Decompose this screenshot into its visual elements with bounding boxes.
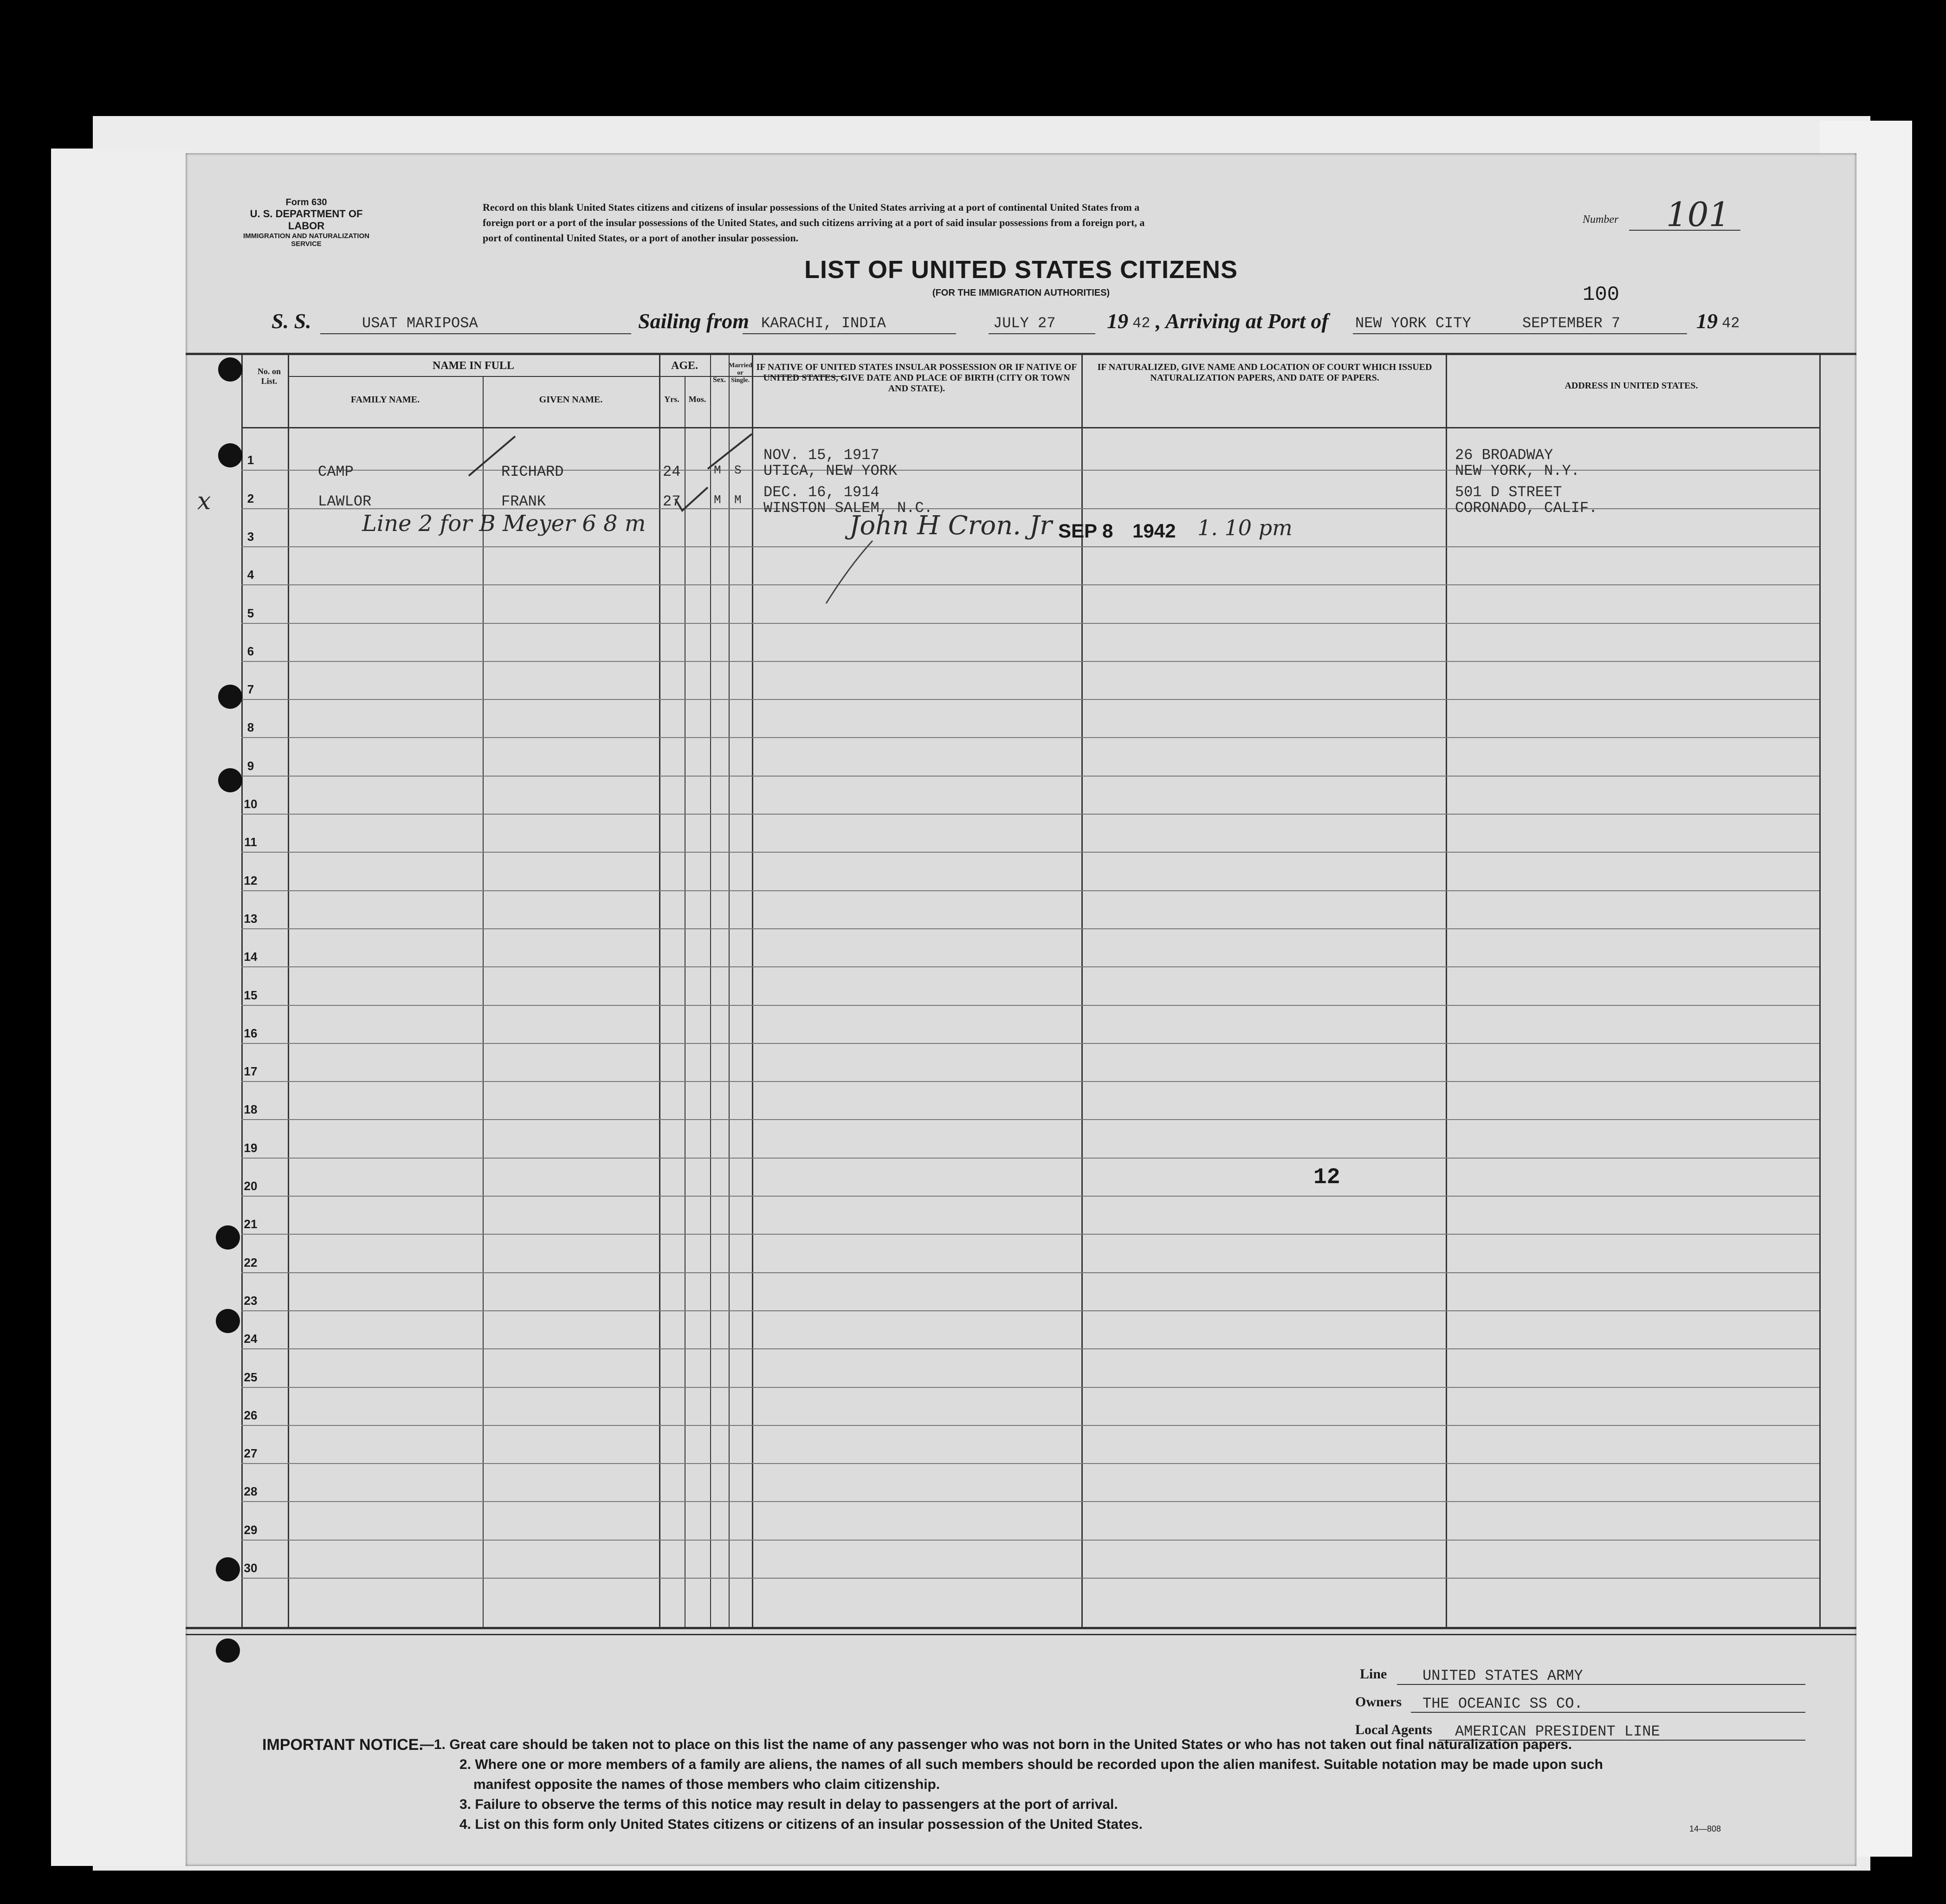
page-title: LIST OF UNITED STATES CITIZENS — [804, 256, 1238, 284]
signature-stroke-icon — [821, 538, 877, 608]
row-line — [241, 852, 1819, 853]
notice-item-1: —1. Great care should be taken not to place on this list the name of any passenger who was not born in the United States or who has not taken out final naturalization papers. — [420, 1737, 1572, 1752]
check-mark-icon — [464, 432, 520, 483]
row-line — [241, 776, 1819, 777]
row-line — [241, 814, 1819, 815]
arrival-port: NEW YORK CITY — [1355, 315, 1471, 332]
punch-hole-icon — [218, 443, 242, 467]
row-line — [241, 661, 1819, 662]
row-number: 25 — [244, 1370, 258, 1384]
agents-value: AMERICAN PRESIDENT LINE — [1455, 1723, 1660, 1740]
row-number: 4 — [247, 568, 254, 582]
entry-2-family: LAWLOR — [318, 493, 372, 510]
instruction-line-2: foreign port or a port of the insular possessions of the United States, and such citizens arriving at a port of said insular possessions from a foreign port, a — [483, 217, 1145, 228]
entry-2-sex: M — [714, 493, 721, 507]
page-mark: 12 — [1313, 1165, 1340, 1190]
col-header-age: AGE. — [671, 360, 698, 372]
line-value: UNITED STATES ARMY — [1422, 1667, 1583, 1684]
row-line — [241, 1196, 1819, 1197]
row-number: 15 — [244, 988, 258, 1002]
agents-label: Local Agents — [1355, 1722, 1432, 1737]
row-number: 7 — [247, 682, 254, 697]
row-number: 20 — [244, 1179, 258, 1193]
number-label: Number — [1583, 214, 1619, 226]
ss-label: S. S. — [272, 309, 311, 333]
notice-item-2: 2. Where one or more members of a family are aliens, the names of all such members should be recorded upon the alien manifest. Suitable notation may be made upon such — [459, 1757, 1603, 1772]
row-number: 12 — [244, 873, 258, 887]
col-header-mos: Mos. — [688, 395, 706, 404]
row-number: 6 — [247, 644, 254, 658]
row-line — [241, 1387, 1819, 1388]
row-number: 30 — [244, 1561, 258, 1575]
row-line — [241, 966, 1819, 967]
col-header-address: ADDRESS IN UNITED STATES. — [1565, 381, 1698, 391]
notice-item-3: 3. Failure to observe the terms of this notice may result in delay to passengers at the port of arrival. — [459, 1797, 1118, 1812]
row-number: 22 — [244, 1255, 258, 1269]
row-number: 29 — [244, 1522, 258, 1537]
form-number: Form 630 — [285, 197, 327, 207]
instruction-line-1: Record on this blank United States citizens and citizens of insular possessions of the United States arriving at a port of continental United States from a — [483, 201, 1140, 213]
row-line — [241, 623, 1819, 624]
voyage-line — [186, 306, 1856, 339]
line-label: Line — [1360, 1666, 1387, 1682]
row-line — [241, 1540, 1819, 1541]
col-header-native: IF NATIVE OF UNITED STATES INSULAR POSSESSION OR IF NATIVE OF UNITED STATES, GIVE DATE AND PLACE OF BIRTH (CITY OR TOWN AND STATE). — [756, 362, 1077, 394]
col-header-family: FAMILY NAME. — [350, 395, 420, 405]
col-header-married: Married or Single. — [729, 362, 752, 384]
table-bottom-border — [186, 1627, 1856, 1629]
entry-2-birth-date: DEC. 16, 1914 — [763, 484, 879, 501]
row-line — [241, 928, 1819, 929]
entry-2-given: FRANK — [501, 493, 546, 510]
row-line — [241, 546, 1819, 547]
row-line — [241, 1348, 1819, 1349]
entry-2-address-2: CORONADO, CALIF. — [1455, 499, 1598, 517]
arrival-year: 42 — [1722, 315, 1740, 332]
row-number: 26 — [244, 1408, 258, 1422]
entry-1-birth-date: NOV. 15, 1917 — [763, 447, 879, 464]
stamp-year: 1942 — [1132, 520, 1176, 542]
entry-1-address-2: NEW YORK, N.Y. — [1455, 462, 1580, 479]
row-line — [241, 584, 1819, 585]
row-number: 3 — [247, 529, 254, 544]
inspector-signature: John H Cron. Jr — [849, 511, 1052, 541]
instruction-line-3: port of continental United States, or a port of another insular possession. — [483, 232, 799, 244]
row-number: 10 — [244, 797, 258, 811]
row-number: 27 — [244, 1446, 258, 1461]
department-name: U. S. DEPARTMENT OF LABOR — [250, 208, 363, 232]
row-number: 2 — [247, 491, 254, 505]
arriving-label: , Arriving at Port of — [1156, 309, 1329, 333]
sail-year-prefix: 19 — [1107, 309, 1128, 333]
row-number: 28 — [244, 1484, 258, 1499]
entry-1-given: RICHARD — [501, 463, 564, 480]
row-line — [241, 1081, 1819, 1082]
row-line — [241, 1272, 1819, 1273]
sailing-label: Sailing from — [638, 309, 750, 333]
service-name: IMMIGRATION AND NATURALIZATION SERVICE — [243, 232, 369, 248]
punch-hole-icon — [218, 357, 242, 382]
row-number: 13 — [244, 911, 258, 926]
notice-item-4: 4. List on this form only United States citizens or citizens of an insular possession of the United States. — [459, 1817, 1143, 1832]
entry-2-marital: M — [734, 493, 742, 507]
check-mark-icon — [673, 485, 710, 513]
entry-2-yrs: 27 — [663, 493, 681, 510]
row-number: 18 — [244, 1102, 258, 1117]
header-bottom-border — [241, 427, 1819, 428]
punch-hole-icon — [216, 1638, 240, 1663]
col-header-name: NAME IN FULL — [432, 360, 514, 372]
row-line — [241, 1005, 1819, 1006]
entry-1-family: CAMP — [318, 463, 354, 480]
row-line — [241, 1501, 1819, 1502]
row-line — [241, 1310, 1819, 1311]
row-number: 9 — [247, 758, 254, 773]
row-line — [241, 1043, 1819, 1044]
row-number: 1 — [247, 453, 254, 467]
col-header-given: GIVEN NAME. — [539, 395, 603, 405]
punch-hole-icon — [218, 768, 242, 792]
check-mark-icon — [705, 432, 756, 473]
owners-label: Owners — [1355, 1694, 1402, 1710]
entry-1-marital: S — [734, 463, 742, 477]
col-header-naturalized: IF NATURALIZED, GIVE NAME AND LOCATION OF COURT WHICH ISSUED NATURALIZATION PAPERS, AND DATE OF PAPERS. — [1097, 362, 1432, 383]
row-number: 17 — [244, 1064, 258, 1079]
entry-2-birth-place: WINSTON SALEM, N.C. — [763, 499, 933, 517]
row-number: 11 — [244, 835, 257, 849]
row-line — [241, 1463, 1819, 1464]
row-number: 24 — [244, 1332, 258, 1346]
stamp-time: 1. 10 pm — [1197, 515, 1293, 540]
row-number: 5 — [247, 606, 254, 620]
entry-1-yrs: 24 — [663, 463, 681, 480]
col-header-yrs: Yrs. — [664, 395, 679, 404]
number-value: 101 — [1666, 195, 1730, 234]
row-line — [241, 1158, 1819, 1159]
punch-hole-icon — [216, 1557, 240, 1581]
sail-date: JULY 27 — [993, 315, 1056, 332]
row-line — [241, 1425, 1819, 1426]
row-line — [241, 1234, 1819, 1235]
arrival-date: SEPTEMBER 7 — [1522, 315, 1621, 332]
arrival-year-prefix: 19 — [1696, 309, 1718, 333]
table-top-border — [186, 353, 1856, 355]
row-line — [241, 737, 1819, 738]
row-line — [241, 1119, 1819, 1120]
underlying-sheet-left — [51, 149, 190, 1866]
notice-label: IMPORTANT NOTICE. — [262, 1736, 423, 1754]
punch-hole-icon — [216, 1225, 240, 1250]
col-header-sex: Sex. — [713, 376, 726, 384]
notice-item-2-cont: manifest opposite the names of those members who claim citizenship. — [473, 1777, 940, 1792]
punch-hole-icon — [216, 1309, 240, 1333]
row-number: 16 — [244, 1026, 258, 1040]
row-line — [241, 890, 1819, 891]
col-header-no: No. on List. — [257, 367, 281, 386]
stamp-number: 100 — [1583, 283, 1620, 306]
entry-1-address-1: 26 BROADWAY — [1455, 447, 1553, 464]
row-line — [241, 699, 1819, 700]
form-code: 14—808 — [1689, 1824, 1721, 1833]
entry-1-sex: M — [714, 463, 721, 477]
row-number: 14 — [244, 950, 258, 964]
row-number: 19 — [244, 1140, 258, 1155]
row-number: 8 — [247, 720, 254, 735]
row-number: 21 — [244, 1217, 258, 1231]
manifest-page — [186, 153, 1856, 1866]
form-header — [241, 197, 371, 248]
row-number: 23 — [244, 1293, 258, 1308]
page-subtitle: (FOR THE IMMIGRATION AUTHORITIES) — [932, 288, 1110, 298]
ship-name: USAT MARIPOSA — [362, 315, 478, 332]
margin-x-mark: x — [197, 487, 211, 515]
row-line — [241, 1578, 1819, 1579]
handwritten-line-note: Line 2 for B Meyer 6 8 m — [362, 511, 646, 537]
entry-1-birth-place: UTICA, NEW YORK — [763, 462, 898, 479]
form-instructions — [483, 200, 1144, 246]
sailing-from: KARACHI, INDIA — [761, 315, 886, 332]
owners-value: THE OCEANIC SS CO. — [1422, 1695, 1583, 1712]
stamp-date: SEP 8 — [1058, 520, 1113, 542]
sail-year: 42 — [1132, 315, 1151, 332]
punch-hole-icon — [218, 685, 242, 709]
entry-2-address-1: 501 D STREET — [1455, 484, 1562, 501]
